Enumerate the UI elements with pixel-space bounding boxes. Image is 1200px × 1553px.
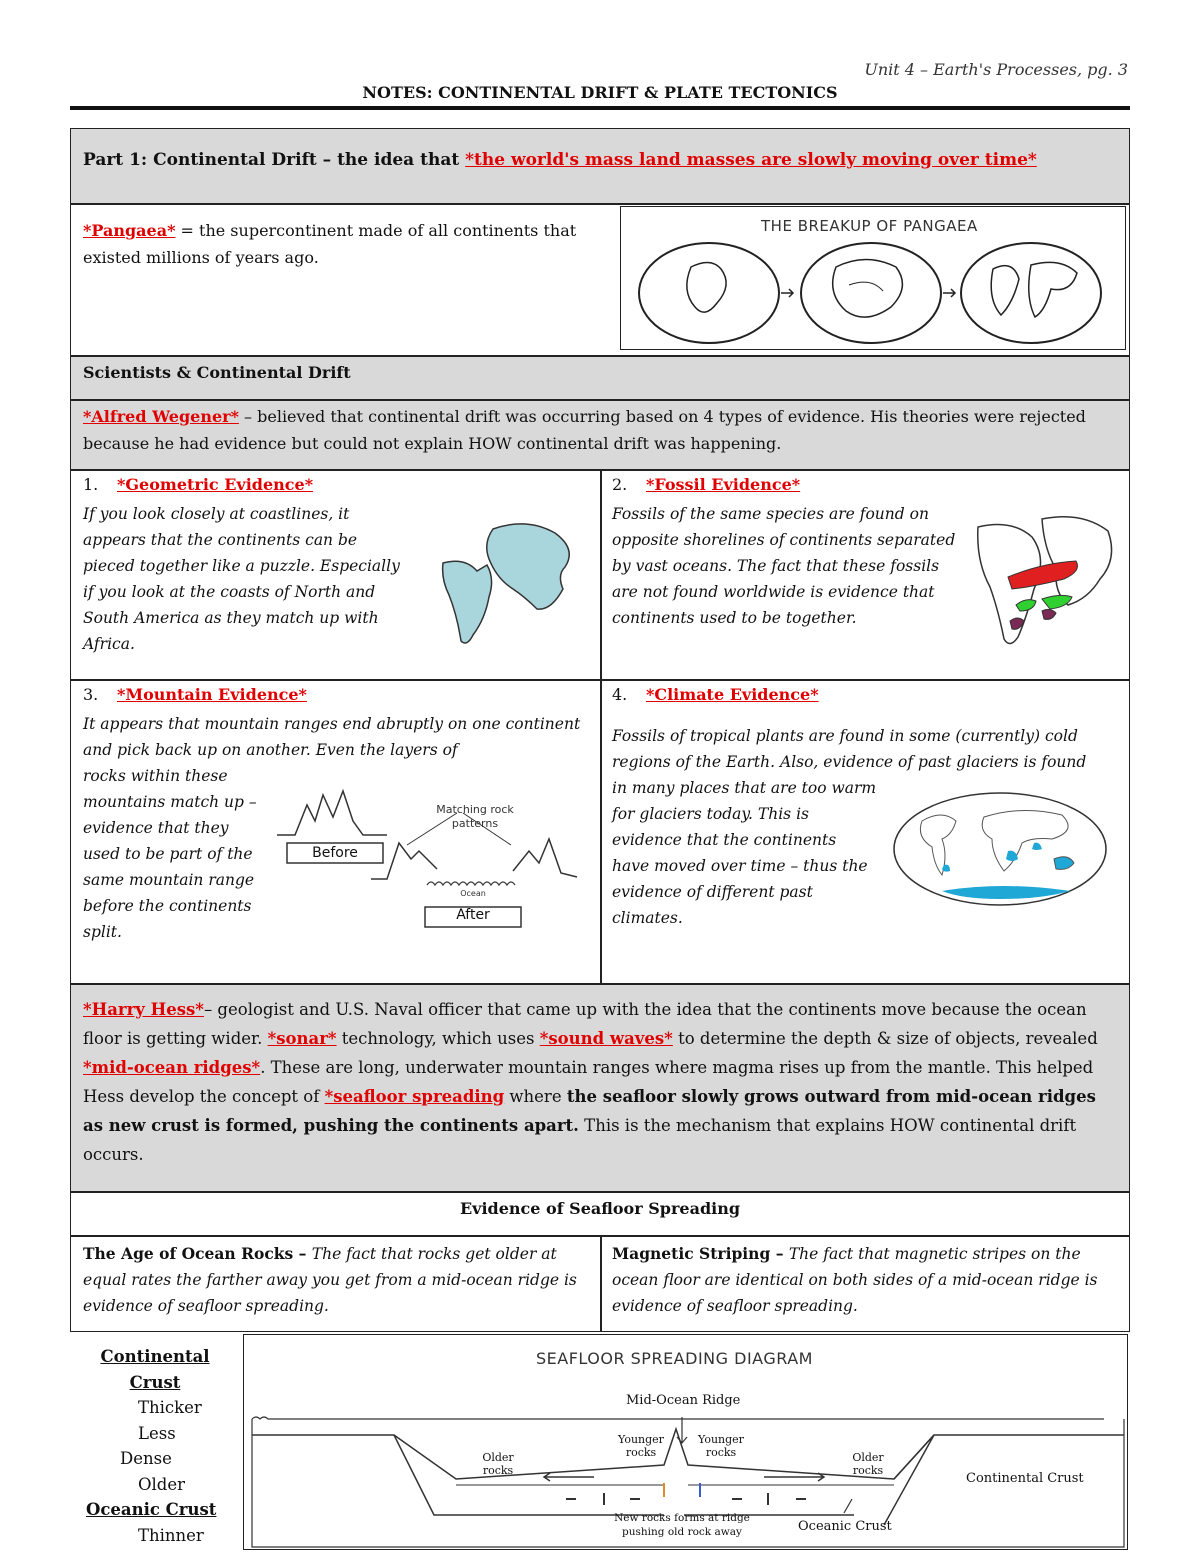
diagram-ridge-label: Mid-Ocean Ridge	[626, 1393, 741, 1408]
diagram-oceanic-crust: Oceanic Crust	[798, 1519, 892, 1534]
ocean-waves	[427, 882, 515, 885]
wegener-text: – believed that continental drift was occurring based on 4 types of evidence. His theories were rejected because he had evidence but could not explain HOW continental drift was happening.	[83, 407, 1086, 453]
fossil-map-svg	[972, 509, 1122, 659]
diagram-older-right: Older rocks	[852, 1451, 884, 1477]
hess-text-4: . These are long, underwater mountain ranges where magma rises up from the mantle. This helped Hess develop the concept of	[83, 1058, 1094, 1106]
evidence-3-number: 3.	[83, 685, 99, 704]
evidence-3-text-b: rocks within these mountains match up – evidence that they used to be part of the same mountain range before the continents split.	[83, 767, 257, 941]
crust-list	[80, 1344, 230, 1548]
seafloor-diagram	[243, 1334, 1128, 1550]
pangaea-text: = the supercontinent made of all continents that existed millions of years ago.	[83, 221, 577, 267]
oceanic-item-thinner: Thinner	[138, 1525, 204, 1545]
part1-label: Part 1: Continental Drift – the idea that	[83, 150, 466, 170]
south-america-shape	[443, 561, 492, 643]
hess-mid-ocean-ridges: *mid-ocean ridges*	[83, 1058, 261, 1077]
continental-item-thicker: Thicker	[138, 1398, 202, 1417]
pangaea-figure	[620, 206, 1126, 350]
oceanic-pointer	[844, 1499, 852, 1513]
evidence-1-number: 1.	[83, 475, 99, 494]
seafloor-evidence-heading: Evidence of Seafloor Spreading	[459, 1199, 741, 1218]
seafloor-evidence-heading-row	[70, 1192, 1130, 1236]
oceanic-crust-heading: Oceanic Crust	[86, 1500, 217, 1519]
arrow-2	[943, 289, 955, 297]
hess-text-1: – geologist and U.S. Naval officer that came up with the idea that the continents move because the ocean floor is getting wider.	[83, 1000, 1087, 1048]
hess-text-2: technology, which uses	[336, 1029, 540, 1048]
continental-item-older: Older	[138, 1474, 186, 1494]
evidence-4-number: 4.	[612, 685, 628, 704]
wegener-row	[70, 400, 1130, 470]
arrow-left	[544, 1473, 594, 1481]
mountain-ocean-label: Ocean	[460, 889, 486, 898]
unit-page-label: Unit 4 – Earth's Processes, pg. 3	[864, 60, 1128, 79]
after-mountains-right	[513, 839, 577, 877]
globe-2	[801, 243, 941, 343]
magnetic-stripes-right	[732, 1493, 806, 1505]
pangaea-shape	[687, 262, 726, 312]
magnetic-title: Magnetic Striping –	[612, 1244, 789, 1263]
fossil-green-band-2	[1042, 595, 1072, 609]
wegener-term: *Alfred Wegener*	[83, 407, 239, 426]
mountain-before-label: Before	[312, 845, 358, 861]
globe-3	[961, 243, 1101, 343]
continental-crust-heading: Continental Crust	[100, 1347, 210, 1392]
hess-sound-waves: *sound waves*	[539, 1029, 673, 1048]
evidence-1-text: If you look closely at coastlines, it appears that the continents can be pieced together like a puzzle. Especially if you look at the coasts of North and South America as they match up with Africa.	[83, 505, 400, 653]
diagram-new-rocks-caption: New rocks forms at ridge pushing old rock away	[614, 1512, 750, 1538]
evidence-geometric-cell	[70, 470, 601, 680]
evidence-2-number: 2.	[612, 475, 628, 494]
evidence-4-text-a: Fossils of tropical plants are found in some (currently) cold regions of the Earth. Also, evidence of past glaciers is found	[612, 727, 1087, 771]
diagram-title: SEAFLOOR SPREADING DIAGRAM	[536, 1349, 813, 1368]
evidence-4-title: *Climate Evidence*	[646, 685, 819, 704]
hess-text-3: to determine the depth & size of objects, revealed	[672, 1029, 1098, 1048]
globe-1	[639, 243, 779, 343]
pangaea-breakup-svg	[621, 207, 1127, 351]
pangaea-term: *Pangaea*	[83, 221, 176, 240]
evidence-4-text-b: in many places that are too warm for glaciers today. This is evidence that the continents have moved over time – thus the evidence of different past climates.	[612, 779, 877, 927]
climate-world-map-svg	[892, 791, 1108, 907]
diagram-younger-left: Younger rocks	[618, 1433, 664, 1459]
evidence-3-title: *Mountain Evidence*	[117, 685, 307, 704]
arrow-1	[781, 289, 793, 297]
laurasia-gondwana-shape	[833, 260, 903, 318]
fossil-purple-band-2	[1042, 609, 1056, 619]
diagram-older-left: Older rocks	[482, 1451, 514, 1477]
evidence-2-text: Fossils of the same species are found on opposite shorelines of continents separated by vast oceans. The fact that these fossils are not found worldwide is evidence that continents used to be together.	[612, 505, 956, 627]
diagram-younger-right: Younger rocks	[698, 1433, 744, 1459]
continental-item-dense: Dense	[120, 1449, 172, 1468]
before-mountains	[277, 791, 387, 835]
africa-shape	[487, 524, 569, 609]
left-continent-edge	[252, 1435, 664, 1515]
evidence-1-title: *Geometric Evidence*	[117, 475, 314, 494]
pangaea-figure-title: THE BREAKUP OF PANGAEA	[761, 217, 978, 235]
sea-surface	[252, 1417, 1104, 1419]
evidence-climate-cell	[601, 680, 1130, 984]
hess-seafloor-spreading: *seafloor spreading	[324, 1087, 505, 1106]
evidence-2-title: *Fossil Evidence*	[646, 475, 801, 494]
age-title: The Age of Ocean Rocks –	[83, 1244, 312, 1263]
magnetic-stripes-left	[566, 1493, 640, 1505]
ocean-rock-age-cell	[70, 1236, 601, 1332]
hess-text-6: This is the mechanism that explains HOW continental drift occurs.	[83, 1116, 1077, 1164]
evidence-fossil-cell	[601, 470, 1130, 680]
mountain-matching-label: Matching rock patterns	[436, 803, 514, 830]
magnetic-text: The fact that magnetic stripes on the ocean floor are identical on both sides of a mid-ocean ridge is evidence of seafloor spreading.	[612, 1245, 1098, 1315]
magnetic-striping-cell	[601, 1236, 1130, 1332]
geometric-puzzle-svg	[437, 515, 587, 655]
age-text: The fact that rocks get older at equal rates the farther away you get from a mid-ocean ridge is evidence of seafloor spreading.	[83, 1245, 577, 1315]
hess-text-5: where	[504, 1087, 567, 1106]
hess-bold-text: the seafloor slowly grows outward from mid-ocean ridges as new crust is formed, pushing the continents apart.	[83, 1087, 1096, 1135]
page-title: NOTES: CONTINENTAL DRIFT & PLATE TECTONICS	[362, 83, 838, 102]
scientists-heading-row	[70, 356, 1130, 400]
hess-sonar: *sonar*	[267, 1029, 337, 1048]
title-divider	[70, 106, 1130, 110]
ridge-pointer	[677, 1417, 687, 1443]
modern-continents-shape	[991, 262, 1077, 317]
evidence-mountain-cell	[70, 680, 601, 984]
fossil-africa	[1042, 517, 1112, 605]
evidence-3-text-a: It appears that mountain ranges end abruptly on one continent and pick back up on another. Even the layers of	[83, 715, 581, 759]
hess-row	[70, 984, 1130, 1192]
diagram-continental-crust: Continental Crust	[966, 1471, 1084, 1486]
scientists-heading: Scientists & Continental Drift	[83, 363, 351, 382]
mountain-after-label: After	[456, 907, 490, 923]
part1-row	[70, 128, 1130, 204]
hess-term: *Harry Hess*	[83, 1000, 204, 1019]
part1-definition: *the world's mass land masses are slowly moving over time*	[465, 150, 1037, 170]
continental-item-less: Less	[138, 1423, 176, 1443]
